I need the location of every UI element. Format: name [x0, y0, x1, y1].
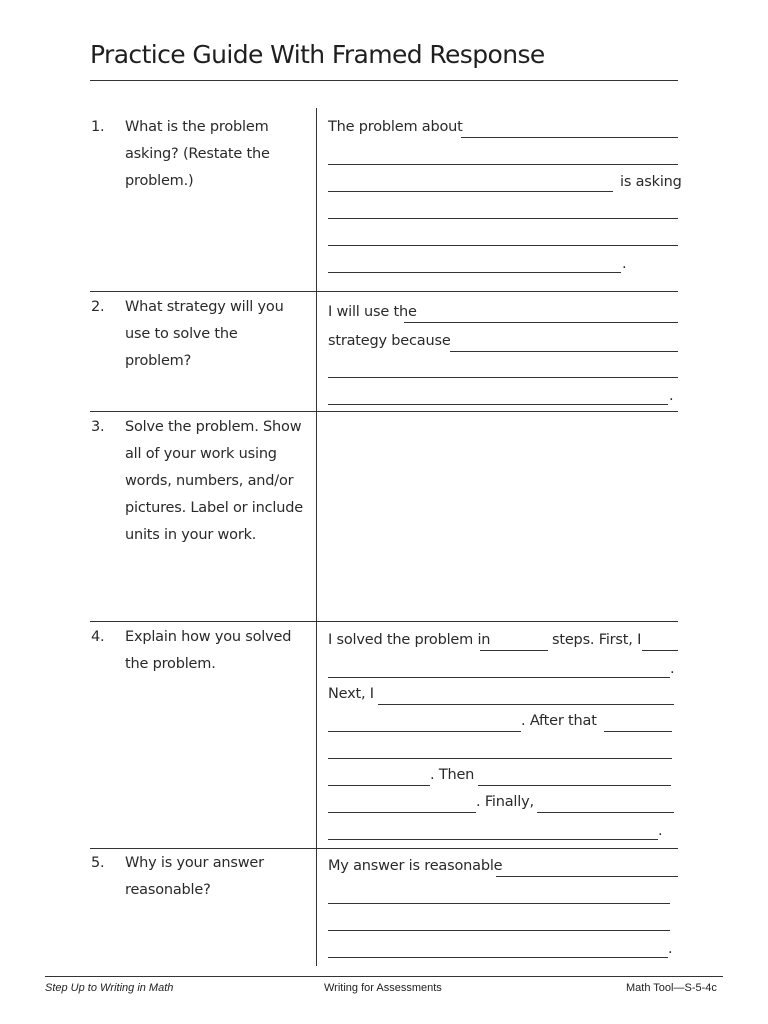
answer-blank[interactable] [328, 785, 430, 786]
answer-blank[interactable] [328, 758, 672, 759]
question-text: Solve the problem. Show all of your work using words, numbers, and/or pictures. Label or include units in your work. [125, 419, 303, 543]
frame-text: strategy because [328, 333, 451, 349]
footer-book-title: Step Up to Writing in Math [45, 982, 174, 994]
question-text: What is the problem asking? (Restate the problem.) [125, 119, 270, 189]
answer-blank[interactable] [328, 218, 678, 219]
question-5 [91, 850, 306, 904]
answer-blank[interactable] [604, 731, 672, 732]
answer-blank[interactable] [328, 191, 613, 192]
page-title: Practice Guide With Framed Response [90, 40, 545, 69]
answer-blank[interactable] [328, 377, 678, 378]
answer-blank[interactable] [328, 731, 521, 732]
answer-blank[interactable] [404, 322, 678, 323]
answer-blank[interactable] [328, 903, 670, 904]
frame-text: . [622, 256, 627, 272]
answer-blank[interactable] [328, 677, 670, 678]
title-rule [90, 80, 678, 81]
row-divider [90, 411, 678, 412]
work-area[interactable] [320, 415, 678, 619]
question-text: Why is your answer reasonable? [125, 855, 264, 898]
frame-text: steps. First, I [552, 632, 642, 648]
row-divider [90, 621, 678, 622]
answer-blank[interactable] [328, 245, 678, 246]
question-text: What strategy will you use to solve the problem? [125, 299, 284, 369]
answer-blank[interactable] [328, 164, 678, 165]
frame-text: Next, I [328, 686, 374, 702]
question-number: 1. [91, 119, 105, 135]
frame-text: The problem about [328, 119, 463, 135]
question-2 [91, 294, 306, 375]
frame-text: I will use the [328, 304, 417, 320]
answer-blank[interactable] [537, 812, 674, 813]
frame-text: . After that [521, 713, 597, 729]
question-3 [91, 414, 306, 549]
answer-blank[interactable] [480, 650, 548, 651]
footer-tool-id: Math Tool—S-5-4c [626, 982, 717, 994]
answer-blank[interactable] [328, 839, 658, 840]
frame-text: . Then [430, 767, 475, 783]
frame-text: . [658, 823, 663, 839]
frame-text: I solved the problem in [328, 632, 491, 648]
row-divider [90, 291, 678, 292]
question-4 [91, 624, 306, 678]
answer-blank[interactable] [328, 812, 476, 813]
frame-text: My answer is reasonable [328, 858, 503, 874]
answer-blank[interactable] [450, 351, 678, 352]
answer-blank[interactable] [496, 876, 678, 877]
question-number: 5. [91, 855, 105, 871]
question-number: 4. [91, 629, 105, 645]
frame-text: . [670, 661, 675, 677]
question-text: Explain how you solved the problem. [125, 629, 292, 672]
row-divider [90, 848, 678, 849]
column-divider [316, 108, 317, 966]
frame-text: . [668, 941, 673, 957]
footer-section: Writing for Assessments [324, 982, 442, 994]
answer-blank[interactable] [328, 930, 670, 931]
question-number: 3. [91, 419, 105, 435]
frame-text: . [669, 388, 674, 404]
answer-blank[interactable] [642, 650, 678, 651]
answer-blank[interactable] [461, 137, 678, 138]
answer-blank[interactable] [328, 404, 668, 405]
footer-rule [45, 976, 723, 977]
answer-blank[interactable] [328, 957, 668, 958]
answer-blank[interactable] [478, 785, 671, 786]
frame-text: . Finally, [476, 794, 534, 810]
question-1 [91, 114, 306, 195]
answer-blank[interactable] [328, 272, 621, 273]
question-number: 2. [91, 299, 105, 315]
answer-blank[interactable] [378, 704, 674, 705]
frame-text: is asking [620, 174, 682, 190]
